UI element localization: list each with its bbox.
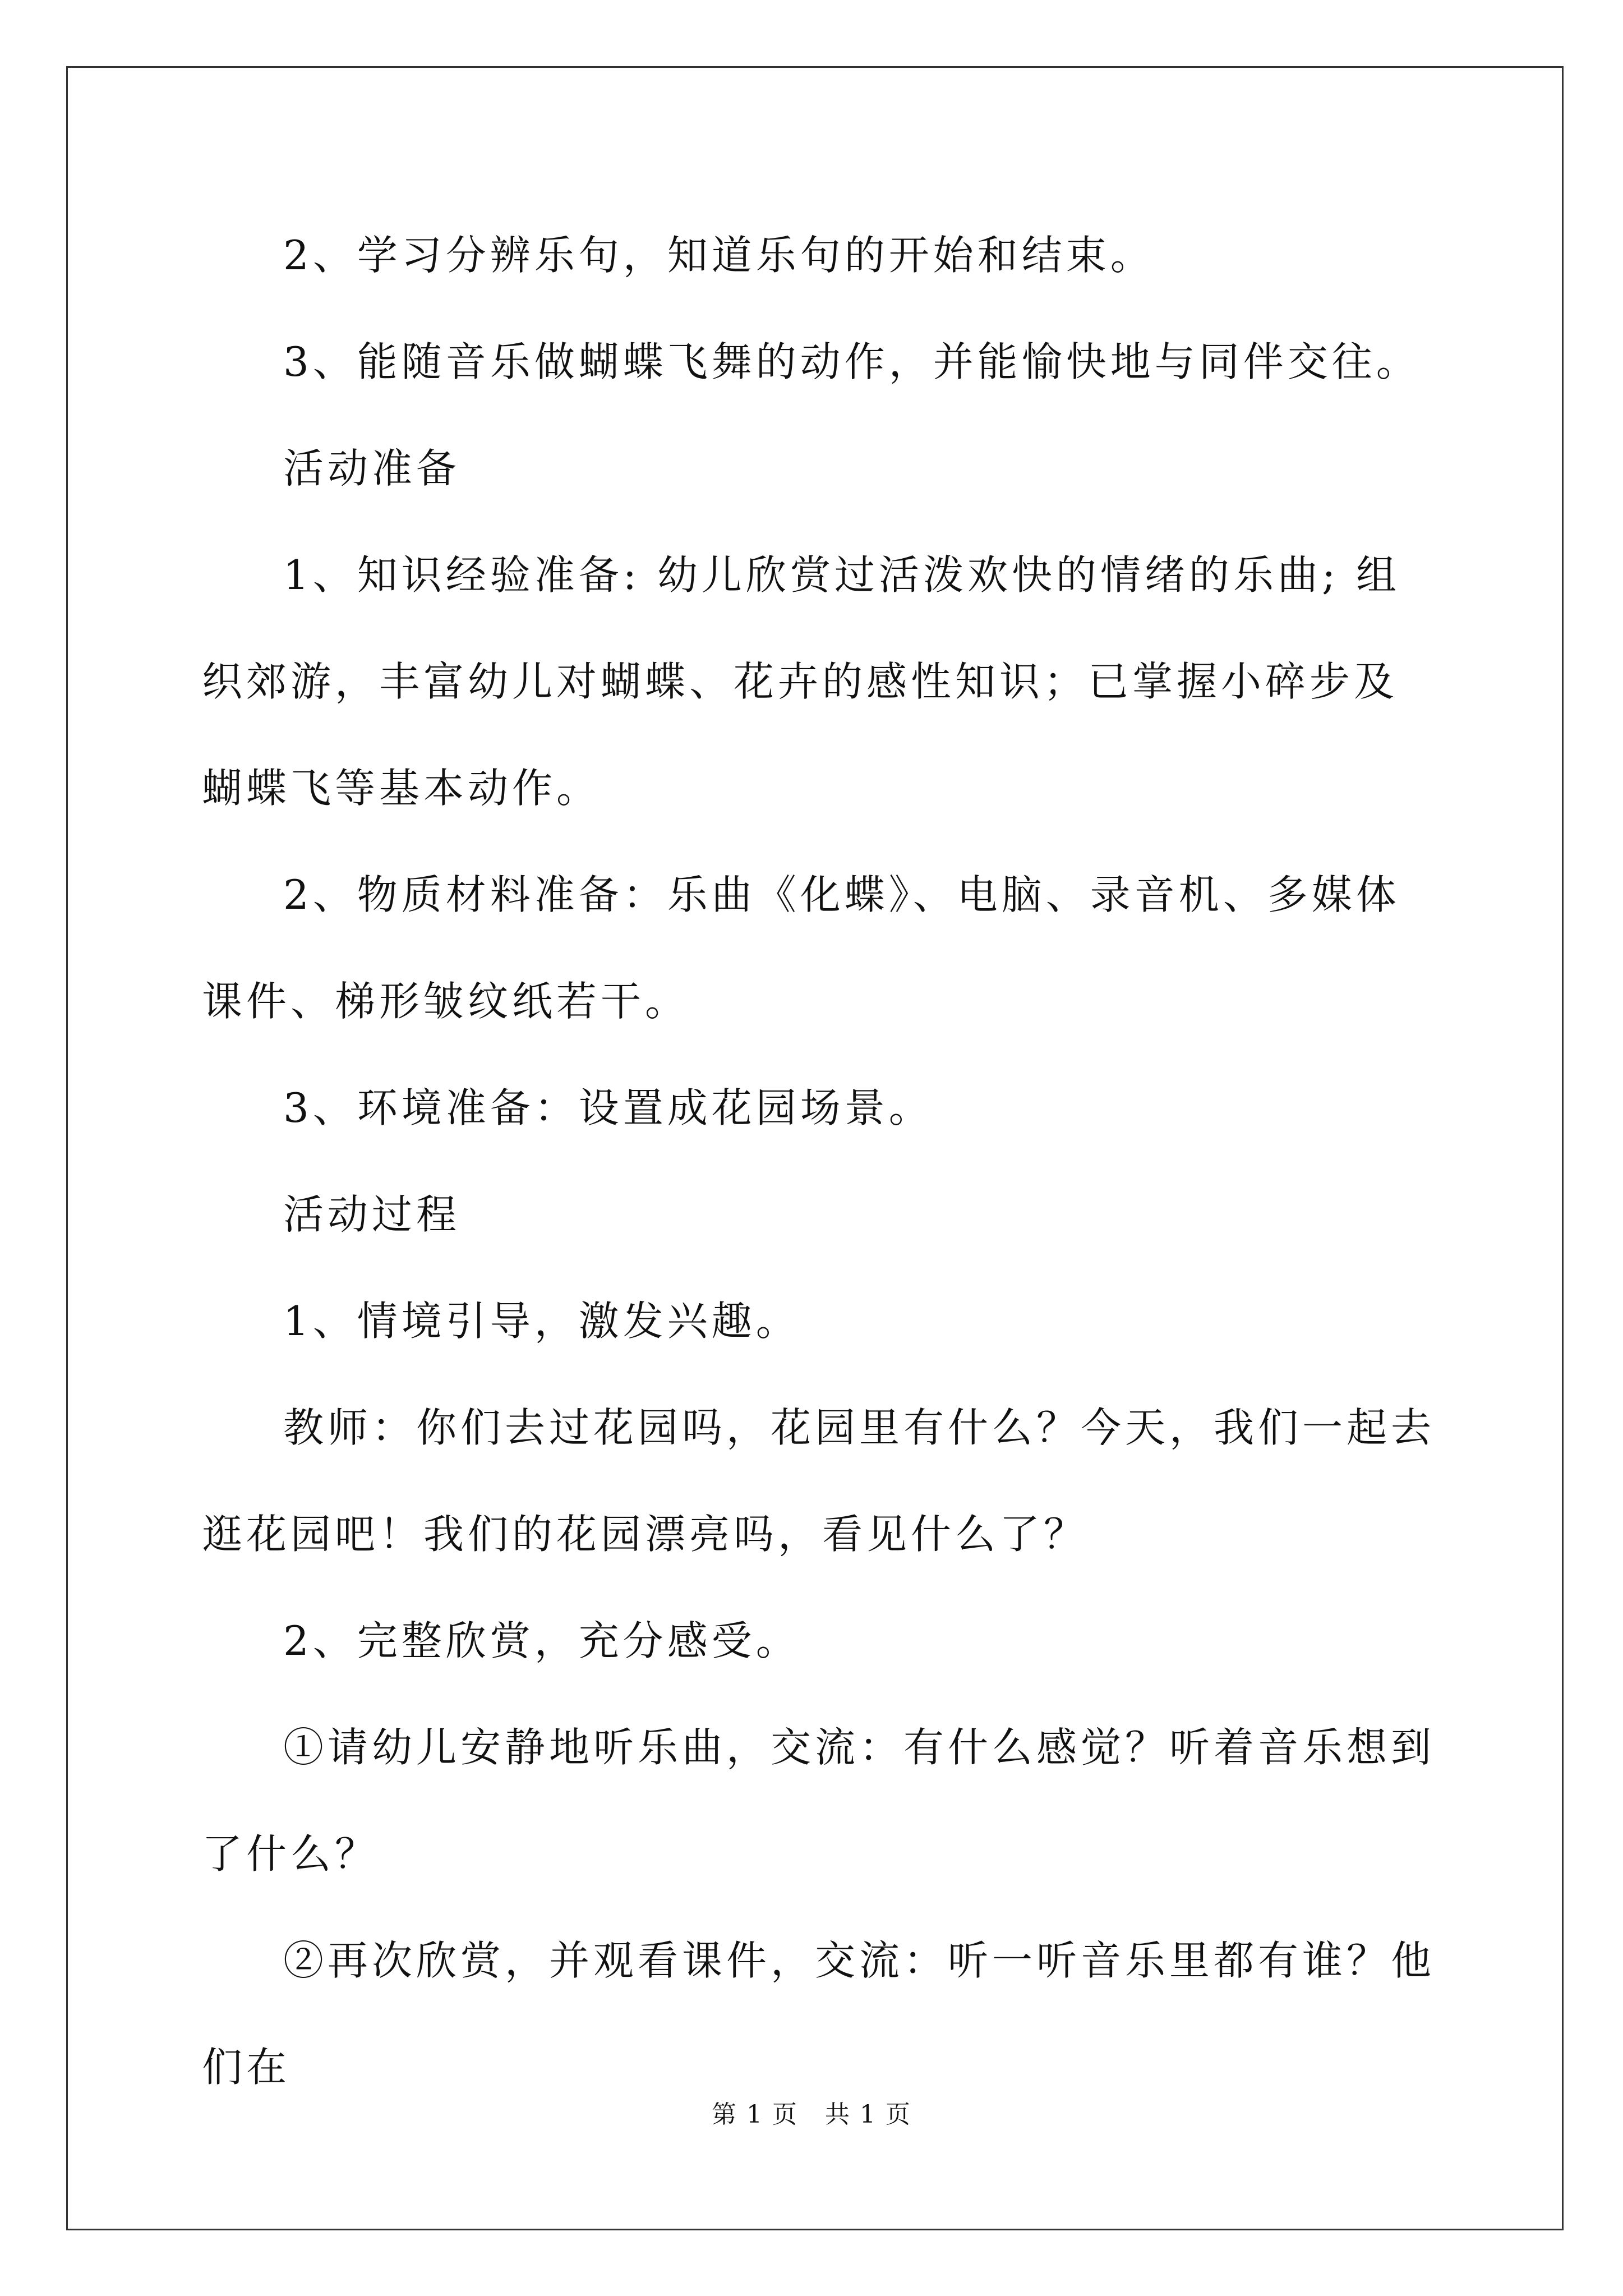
paragraph: 教师：你们去过花园吗，花园里有什么？今天，我们一起去逛花园吧！我们的花园漂亮吗，看见什么了？ [202,1404,1436,1558]
paragraph: 3、环境准备：设置成花园场景。 [283,1084,933,1131]
paragraph: ②再次欣赏，并观看课件，交流：听一听音乐里都有谁？他们在 [202,1937,1436,2091]
paragraph: 1、知识经验准备: 幼儿欣赏过活泼欢快的情绪的乐曲; 组织郊游，丰富幼儿对蝴蝶、花卉的感性知识；已掌握小碎步及蝴蝶飞等基本动作。 [202,551,1401,812]
page-total: 共 1 页 [825,2100,911,2129]
document-body [202,202,1436,2120]
paragraph: 2、物质材料准备：乐曲《化蝶》、电脑、录音机、多媒体课件、梯形皱纹纸若干。 [202,871,1400,1025]
paragraph: ①请幼儿安静地听乐曲，交流：有什么感觉？听着音乐想到了什么？ [202,1724,1436,1878]
paragraph: 1、情境引导，激发兴趣。 [283,1297,800,1345]
paragraph: 2、学习分辨乐句，知道乐句的开始和结束。 [283,232,1155,279]
page-footer [0,2098,1623,2132]
section-heading: 活动过程 [283,1191,461,1238]
paragraph: 3、能随音乐做蝴蝶飞舞的动作，并能愉快地与同伴交往。 [283,338,1421,385]
paragraph: 2、完整欣赏，充分感受。 [283,1617,800,1664]
section-heading: 活动准备 [283,445,461,492]
page-number: 第 1 页 [712,2100,798,2129]
